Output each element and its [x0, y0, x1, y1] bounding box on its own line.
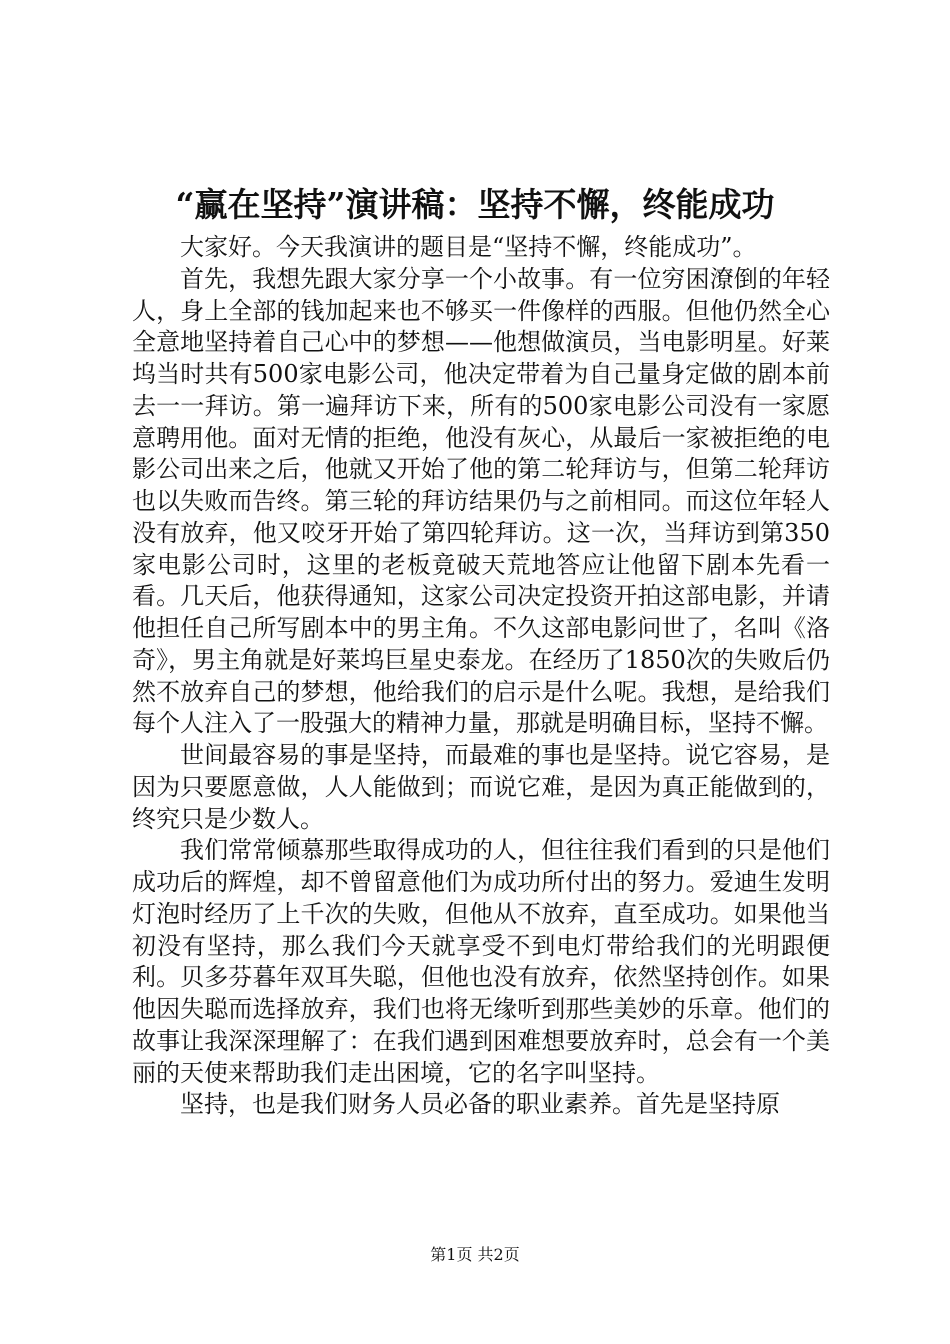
page-number-footer: 第1页 共2页 — [430, 1245, 520, 1264]
paragraph-story: 首先，我想先跟大家分享一个小故事。有一位穷困潦倒的年轻人，身上全部的钱加起来也不够买一件像样的西服。但他仍然全心全意地坚持着自己心中的梦想——他想做演员，当电影明星。好莱坞当时共有500家电影公司，他决定带着为自己量身定做的剧本前去一一拜访。第一遍拜访下来，所有的500家电影公司没有一家愿意聘用他。面对无情的拒绝，他没有灰心，从最后一家被拒绝的电影公司出来之后，他就又开始了他的第二轮拜访与，但第二轮拜访也以失败而告终。第三轮的拜访结果仍与之前相同。而这位年轻人没有放弃，他又咬牙开始了第四轮拜访。这一次，当拜访到第350家电影公司时，这里的老板竟破天荒地答应让他留下剧本先看一看。几天后，他获得通知，这家公司决定投资开拍这部电影，并请他担任自己所写剧本中的男主角。不久这部电影问世了，名叫《洛奇》，男主角就是好莱坞巨星史泰龙。在经历了1850次的失败后仍然不放弃自己的梦想，他给我们的启示是什么呢。我想，是给我们每个人注入了一股强大的精神力量，那就是明确目标，坚持不懈。 — [132, 264, 830, 738]
document-body — [132, 232, 830, 1121]
paragraph-finance: 坚持，也是我们财务人员必备的职业素养。首先是坚持原 — [180, 1090, 780, 1119]
paragraph-persistence: 世间最容易的事是坚持，而最难的事也是坚持。说它容易，是因为只要愿意做，人人能做到；而说它难，是因为真正能做到的，终究只是少数人。 — [132, 741, 830, 833]
paragraph-examples: 我们常常倾慕那些取得成功的人，但往往我们看到的只是他们成功后的辉煌，却不曾留意他们为成功所付出的努力。爱迪生发明灯泡时经历了上千次的失败，但他从不放弃，直至成功。如果他当初没有坚持，那么我们今天就享受不到电灯带给我们的光明跟便利。贝多芬暮年双耳失聪，但他也没有放弃，依然坚持创作。如果他因失聪而选择放弃，我们也将无缘听到那些美妙的乐章。他们的故事让我深深理解了：在我们遇到困难想要放弃时，总会有一个美丽的天使来帮助我们走出困境，它的名字叫坚持。 — [132, 836, 830, 1087]
paragraph-greeting: 大家好。今天我演讲的题目是“坚持不懈，终能成功”。 — [180, 233, 757, 261]
document-title: “赢在坚持”演讲稿：坚持不懈，终能成功 — [175, 185, 775, 224]
